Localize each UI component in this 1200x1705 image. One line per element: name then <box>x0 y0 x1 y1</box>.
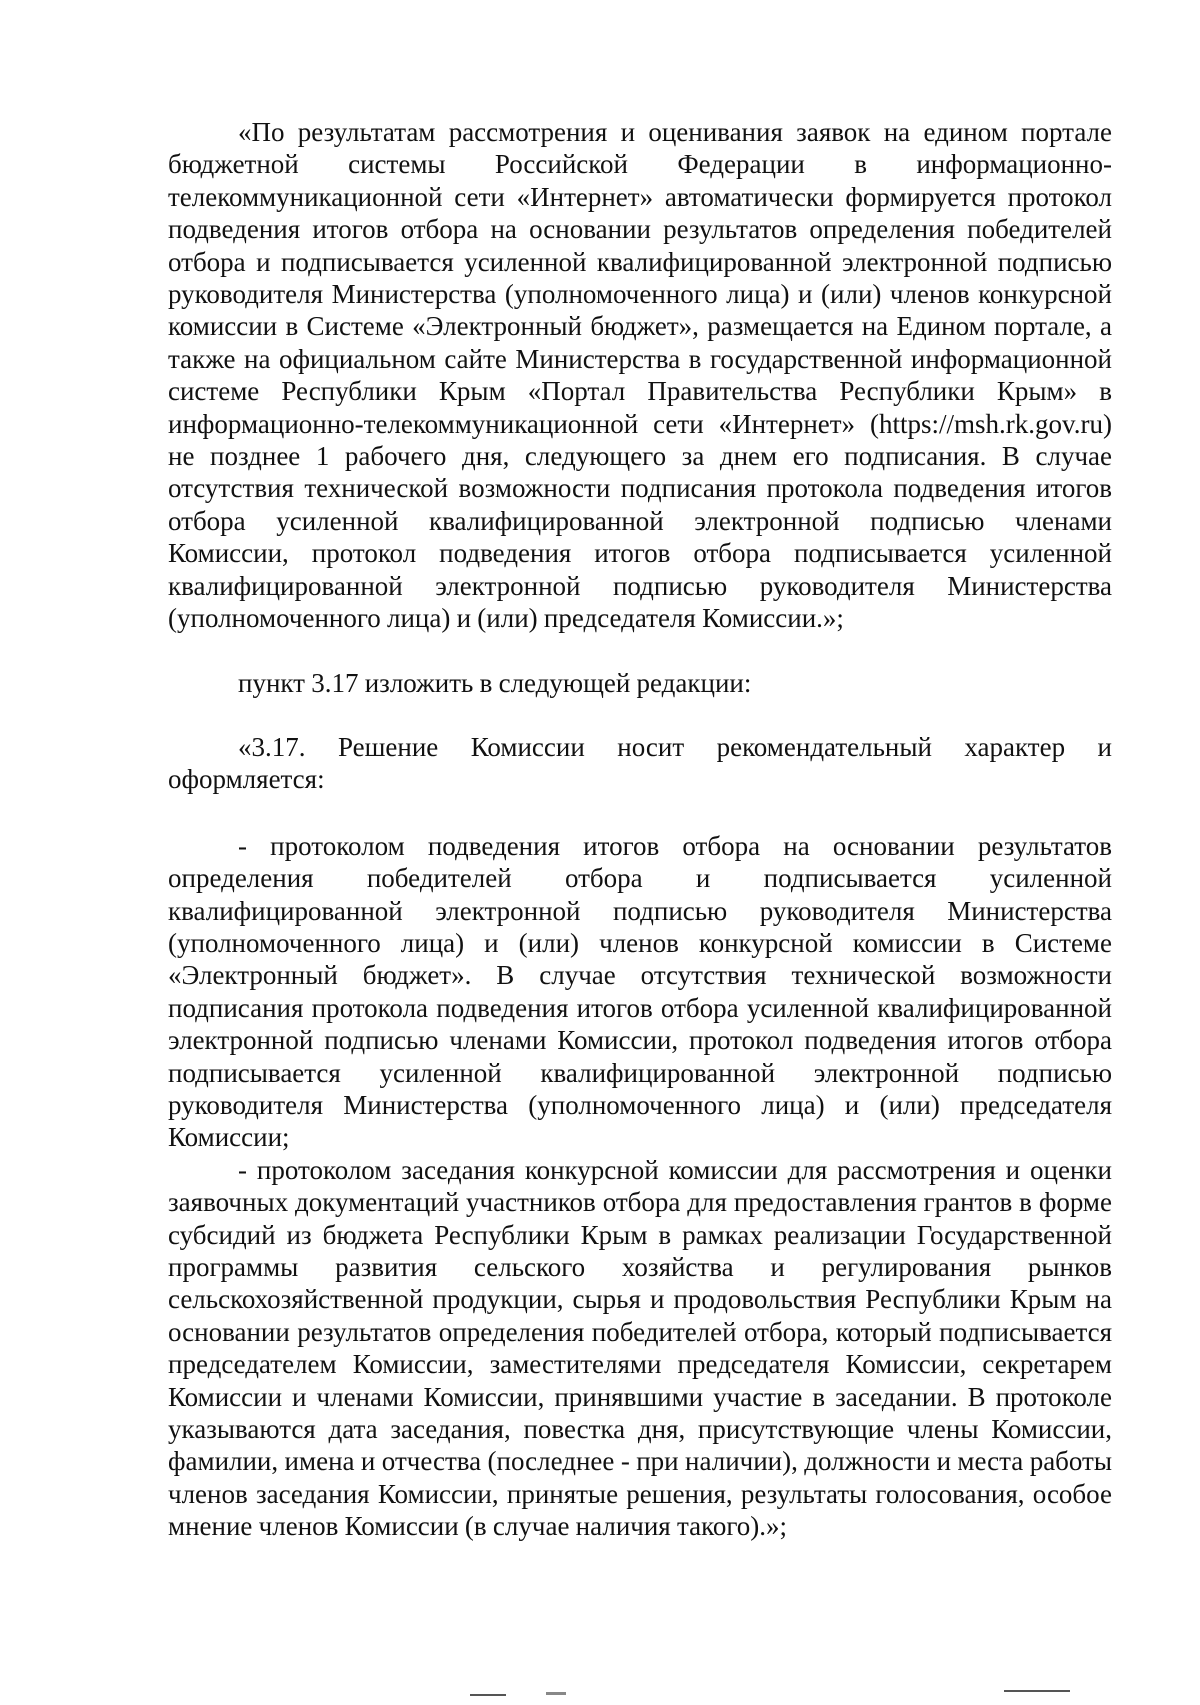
paragraph-protocol-summary: «По результатам рассмотрения и оценивания заявок на едином портале бюджетной системы Российской Федерации в информационно-телекоммуникационной сети «Интернет» автоматически формируется протокол подведения итогов отбора на основании результатов определения победителей отбора и подписывается усиленной квалифицированной электронной подписью руководителя Министерства (уполномоченного лица) и (или) членов конкурсной комиссии в Системе «Электронный бюджет», размещается на Едином портале, а также на официальном сайте Министерства в государственной информационной системе Республики Крым «Портал Правительства Республики Крым» в информационно-телекоммуникационной сети «Интернет» (https://msh.rk.gov.ru) не позднее 1 рабочего дня, следующего за днем его подписания. В случае отсутствия технической возможности подписания протокола подведения итогов отбора усиленной квалифицированной электронной подписью членами Комиссии, протокол подведения итогов отбора подписывается усиленной квалифицированной электронной подписью руководителя Министерства (уполномоченного лица) и (или) председателя Комиссии.»; <box>168 117 1112 634</box>
paragraph-bullet-protocol-meeting: - протоколом заседания конкурсной комиссии для рассмотрения и оценки заявочных документаций участников отбора для предоставления грантов в форме субсидий из бюджета Республики Крым в рамках реализации Государственной программы развития сельского хозяйства и регулирования рынков сельскохозяйственной продукции, сырья и продовольствия Республики Крым на основании результатов определения победителей отбора, который подписывается председателем Комиссии, заместителями председателя Комиссии, секретарем Комиссии и членами Комиссии, принявшими участие в заседании. В протоколе указываются дата заседания, повестка дня, присутствующие члены Комиссии, фамилии, имена и отчества (последнее - при наличии), должности и места работы членов заседания Комиссии, принятые решения, результаты голосования, особое мнение членов Комиссии (в случае наличия такого).»; <box>168 1154 1112 1542</box>
scan-mark <box>470 1694 506 1696</box>
paragraph-item-3-17-intro: пункт 3.17 изложить в следующей редакции: <box>238 667 752 698</box>
document-body <box>168 116 1112 1543</box>
scan-mark <box>1004 1690 1070 1692</box>
paragraph-bullet-protocol-results: - протоколом подведения итогов отбора на основании результатов определения победителей отбора и подписывается усиленной квалифицированной электронной подписью руководителя Министерства (уполномоченного лица) и (или) членов конкурсной комиссии в Системе «Электронный бюджет». В случае отсутствия технической возможности подписания протокола подведения итогов отбора усиленной квалифицированной электронной подписью членами Комиссии, протокол подведения итогов отбора подписывается усиленной квалифицированной электронной подписью руководителя Министерства (уполномоченного лица) и (или) председателя Комиссии; <box>168 830 1112 1153</box>
scan-mark <box>546 1692 566 1695</box>
paragraph-item-3-17-heading: «3.17. Решение Комиссии носит рекомендательный характер и оформляется: <box>168 731 1112 795</box>
scan-artifacts <box>0 1688 1200 1705</box>
